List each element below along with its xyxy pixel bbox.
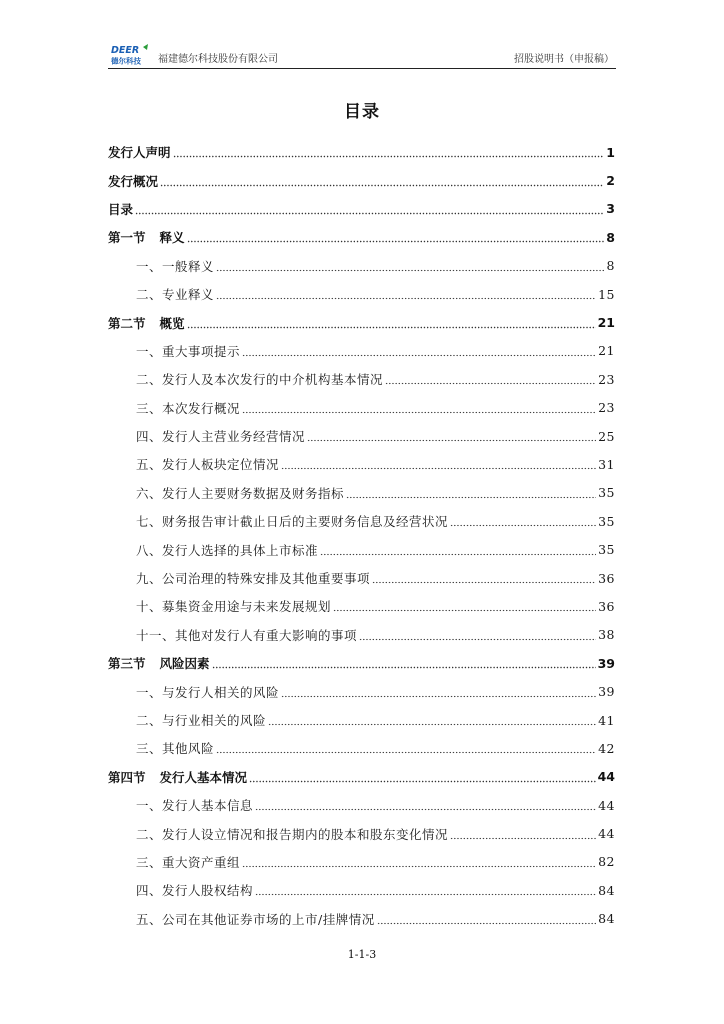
toc-page-number: 82 [598, 854, 615, 870]
toc-entry-title: 第三节 风险因素 [108, 656, 210, 672]
toc-dot-leader [268, 716, 596, 726]
toc-dot-leader [135, 205, 604, 215]
toc-chapter-entry[interactable] [108, 223, 615, 251]
toc-dot-leader [212, 659, 596, 669]
toc-dot-leader [242, 858, 596, 868]
toc-entry-title: 一、发行人基本信息 [136, 798, 254, 814]
toc-entry-title: 一、与发行人相关的风险 [136, 684, 280, 700]
toc-dot-leader [450, 830, 596, 840]
toc-dot-leader [255, 886, 596, 896]
toc-entry-title: 四、发行人股权结构 [136, 883, 254, 899]
toc-section-entry[interactable] [108, 280, 615, 308]
toc-entry-title: 目录 [108, 201, 134, 217]
toc-page-number: 21 [597, 315, 615, 331]
toc-page-number: 1 [606, 144, 615, 160]
toc-entry-title: 六、发行人主要财务数据及财务指标 [136, 485, 345, 501]
toc-section-entry[interactable] [108, 592, 615, 620]
toc-entry-title: 三、重大资产重组 [136, 854, 241, 870]
toc-page-number: 42 [598, 740, 615, 756]
toc-section-entry[interactable] [108, 876, 615, 904]
toc-entry-title: 四、发行人主营业务经营情况 [136, 429, 306, 445]
toc-entry-title: 发行人声明 [108, 145, 171, 161]
toc-page-number: 25 [598, 428, 615, 444]
toc-dot-leader [333, 602, 596, 612]
toc-page-number: 31 [598, 456, 615, 472]
toc-entry-title: 第四节 发行人基本情况 [108, 769, 248, 785]
toc-entry-title: 一、一般释义 [136, 258, 215, 274]
page-number: 1-1-3 [347, 948, 377, 961]
toc-section-entry[interactable] [108, 252, 615, 280]
toc-page-number: 41 [598, 712, 615, 728]
toc-dot-leader [216, 290, 596, 300]
toc-section-entry[interactable] [108, 535, 615, 563]
logo-text-top: DEER [111, 45, 140, 56]
toc-chapter-entry[interactable] [108, 308, 615, 336]
toc-entry-title: 五、发行人板块定位情况 [136, 457, 280, 473]
toc-dot-leader [359, 631, 596, 641]
toc-page-number: 35 [598, 542, 615, 558]
toc-page-number: 23 [598, 400, 615, 416]
toc-entry-title: 二、发行人设立情况和报告期内的股本和股东变化情况 [136, 826, 449, 842]
toc-dot-leader [346, 489, 596, 499]
toc-page-number: 15 [598, 286, 615, 302]
table-of-contents [108, 138, 615, 933]
toc-dot-leader [216, 744, 596, 754]
toc-dot-leader [320, 546, 596, 556]
toc-page-number: 8 [606, 229, 615, 245]
toc-page-number: 21 [598, 343, 615, 359]
toc-entry-title: 第一节 释义 [108, 230, 185, 246]
toc-page-number: 36 [598, 570, 615, 586]
toc-section-entry[interactable] [108, 706, 615, 734]
toc-dot-leader [187, 233, 605, 243]
toc-section-entry[interactable] [108, 479, 615, 507]
toc-section-entry[interactable] [108, 819, 615, 847]
toc-entry-title: 五、公司在其他证券市场的上市/挂牌情况 [136, 911, 375, 927]
toc-dot-leader [281, 460, 596, 470]
toc-dot-leader [281, 688, 596, 698]
toc-dot-leader [255, 801, 596, 811]
toc-chapter-entry[interactable] [108, 195, 615, 223]
toc-section-entry[interactable] [108, 337, 615, 365]
toc-dot-leader [216, 262, 605, 272]
toc-page-number: 35 [598, 513, 615, 529]
toc-dot-leader [173, 148, 605, 158]
company-name: 福建德尔科技股份有限公司 [158, 54, 278, 65]
toc-entry-title: 十、募集资金用途与未来发展规划 [136, 599, 332, 615]
toc-entry-title: 九、公司治理的特殊安排及其他重要事项 [136, 571, 371, 587]
toc-dot-leader [160, 177, 604, 187]
toc-entry-title: 十一、其他对发行人有重大影响的事项 [136, 627, 358, 643]
toc-dot-leader [242, 347, 596, 357]
toc-page-number: 8 [606, 258, 615, 274]
toc-page-number: 39 [597, 655, 615, 671]
toc-page-number: 38 [598, 627, 615, 643]
toc-section-entry[interactable] [108, 450, 615, 478]
toc-page-number: 44 [598, 797, 615, 813]
toc-page-number: 39 [598, 684, 615, 700]
toc-section-entry[interactable] [108, 564, 615, 592]
toc-page-number: 23 [598, 371, 615, 387]
page-title: 目录 [344, 102, 380, 122]
company-logo [110, 44, 154, 66]
toc-dot-leader [377, 915, 596, 925]
toc-section-entry[interactable] [108, 507, 615, 535]
toc-page-number: 36 [598, 598, 615, 614]
toc-dot-leader [187, 319, 596, 329]
page-header [108, 44, 616, 69]
toc-page-number: 35 [598, 485, 615, 501]
toc-chapter-entry[interactable] [108, 138, 615, 166]
logo-text-bottom: 德尔科技 [111, 56, 141, 66]
toc-section-entry[interactable] [108, 365, 615, 393]
toc-section-entry[interactable] [108, 905, 615, 933]
toc-page-number: 84 [598, 882, 615, 898]
document-type: 招股说明书（申报稿） [514, 54, 614, 65]
toc-dot-leader [242, 404, 596, 414]
leaf-icon [143, 44, 148, 50]
toc-entry-title: 二、与行业相关的风险 [136, 713, 267, 728]
toc-page-number: 3 [606, 201, 615, 217]
toc-dot-leader [307, 432, 596, 442]
toc-entry-title: 三、其他风险 [136, 741, 215, 757]
toc-entry-title: 一、重大事项提示 [136, 343, 241, 359]
toc-entry-title: 二、发行人及本次发行的中介机构基本情况 [136, 372, 384, 388]
toc-section-entry[interactable] [108, 621, 615, 649]
toc-entry-title: 发行概况 [108, 173, 159, 189]
toc-dot-leader [450, 517, 596, 527]
toc-section-entry[interactable] [108, 394, 615, 422]
toc-section-entry[interactable] [108, 791, 615, 819]
toc-page-number: 44 [597, 769, 615, 785]
toc-chapter-entry[interactable] [108, 649, 615, 677]
toc-section-entry[interactable] [108, 677, 615, 705]
toc-section-entry[interactable] [108, 734, 615, 762]
toc-page-number: 84 [598, 911, 615, 927]
toc-section-entry[interactable] [108, 848, 615, 876]
toc-entry-title: 第二节 概览 [108, 315, 185, 331]
toc-entry-title: 七、财务报告审计截止日后的主要财务信息及经营状况 [136, 514, 449, 530]
toc-dot-leader [372, 574, 596, 584]
toc-chapter-entry[interactable] [108, 166, 615, 194]
toc-entry-title: 三、本次发行概况 [136, 400, 241, 416]
toc-dot-leader [385, 375, 596, 385]
toc-section-entry[interactable] [108, 422, 615, 450]
toc-page-number: 2 [606, 173, 615, 189]
toc-page-number: 44 [598, 826, 615, 842]
toc-entry-title: 八、发行人选择的具体上市标准 [136, 542, 319, 558]
toc-entry-title: 二、专业释义 [136, 287, 215, 303]
toc-chapter-entry[interactable] [108, 763, 615, 791]
toc-dot-leader [249, 773, 596, 783]
